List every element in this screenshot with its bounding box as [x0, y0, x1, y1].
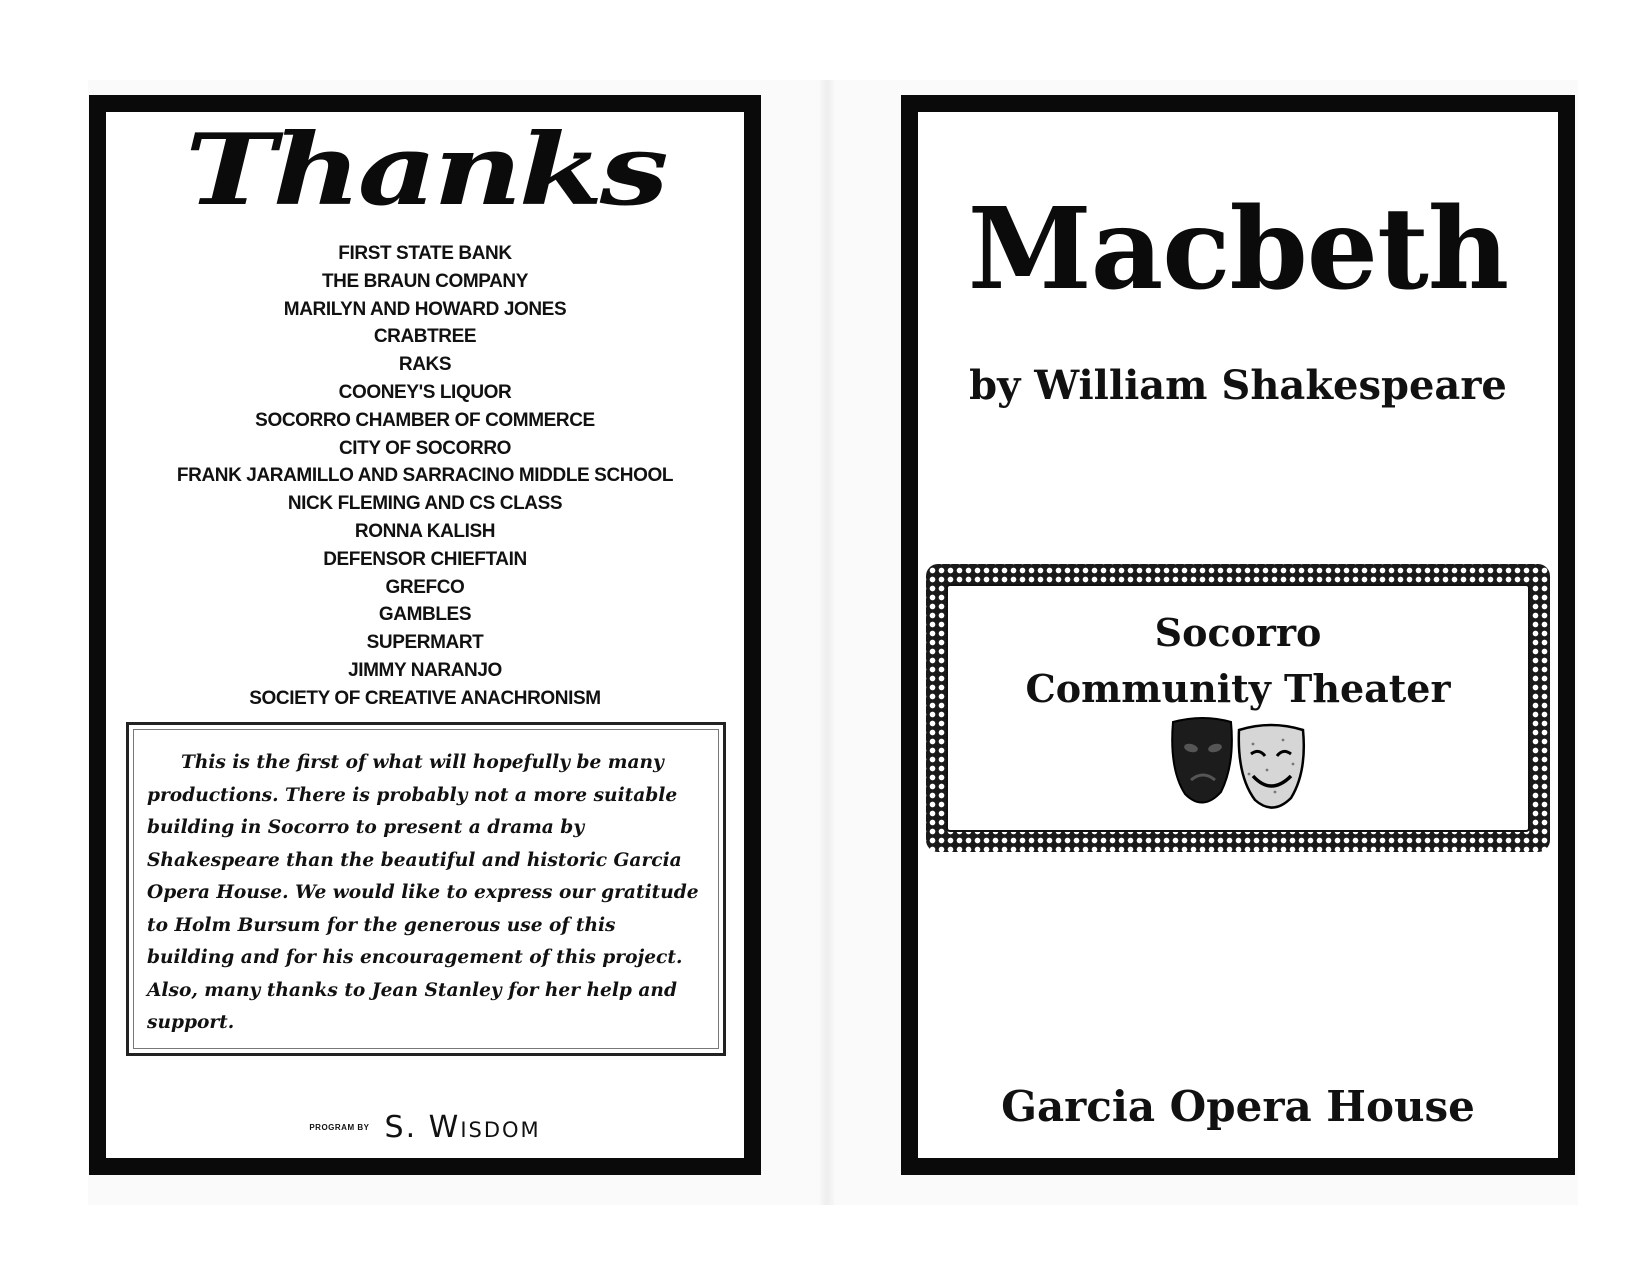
sponsor-item: SOCORRO CHAMBER OF COMMERCE: [255, 409, 595, 431]
cover-panel: [901, 95, 1575, 1175]
note-text: This is the first of what will hopefully be many productions. There is probably not a more suitable building in Socorro to present a drama by Shakespeare than the beautiful and historic Garcia Opera House. We would like to express our gratitude to Holm Bursum for the generous use of this building and for his encouragement of this project. Also, many thanks to Jean Stanley for her help and support.: [147, 752, 699, 1033]
comedy-tragedy-masks-icon: [1163, 714, 1313, 814]
thanks-heading: Thanks: [184, 113, 665, 228]
theater-name-line2: Community Theater: [1025, 666, 1451, 711]
sponsor-item: FRANK JARAMILLO AND SARRACINO MIDDLE SCHOOL: [176, 465, 674, 487]
center-fold: [820, 80, 834, 1205]
credit-label: PROGRAM BY: [309, 1123, 370, 1132]
sponsor-item: SOCIETY OF CREATIVE ANACHRONISM: [249, 687, 601, 709]
sponsor-item: COONEY'S LIQUOR: [338, 381, 512, 403]
sponsor-item: RONNA KALISH: [354, 520, 496, 542]
sponsor-item: GREFCO: [385, 576, 465, 598]
theater-frame: [926, 564, 1550, 852]
credit-name: S. Wisdom: [384, 1110, 541, 1145]
sponsor-item: MARILYN AND HOWARD JONES: [283, 298, 567, 320]
theater-name-line1: Socorro: [1154, 610, 1322, 655]
venue-name: Garcia Opera House: [1001, 1082, 1475, 1131]
sponsor-item: SUPERMART: [366, 632, 484, 654]
sponsor-item: GAMBLES: [378, 604, 472, 626]
program-credit: [106, 1110, 744, 1145]
sponsor-list: [106, 240, 744, 713]
sponsor-item: JIMMY NARANJO: [348, 659, 502, 681]
note-box: [126, 722, 726, 1056]
theater-frame-inner: [946, 584, 1530, 832]
sponsor-item: FIRST STATE BANK: [338, 243, 512, 264]
sponsor-item: DEFENSOR CHIEFTAIN: [323, 548, 527, 570]
sponsor-item: RAKS: [398, 354, 452, 376]
sponsor-item: CRABTREE: [373, 326, 477, 348]
play-title: Macbeth: [967, 184, 1509, 315]
sponsor-item: CITY OF SOCORRO: [338, 437, 512, 459]
sponsor-item: THE BRAUN COMPANY: [321, 270, 529, 292]
sponsor-item: NICK FLEMING AND CS CLASS: [287, 493, 563, 515]
play-author: by William Shakespeare: [969, 362, 1507, 409]
thanks-panel: [89, 95, 761, 1175]
